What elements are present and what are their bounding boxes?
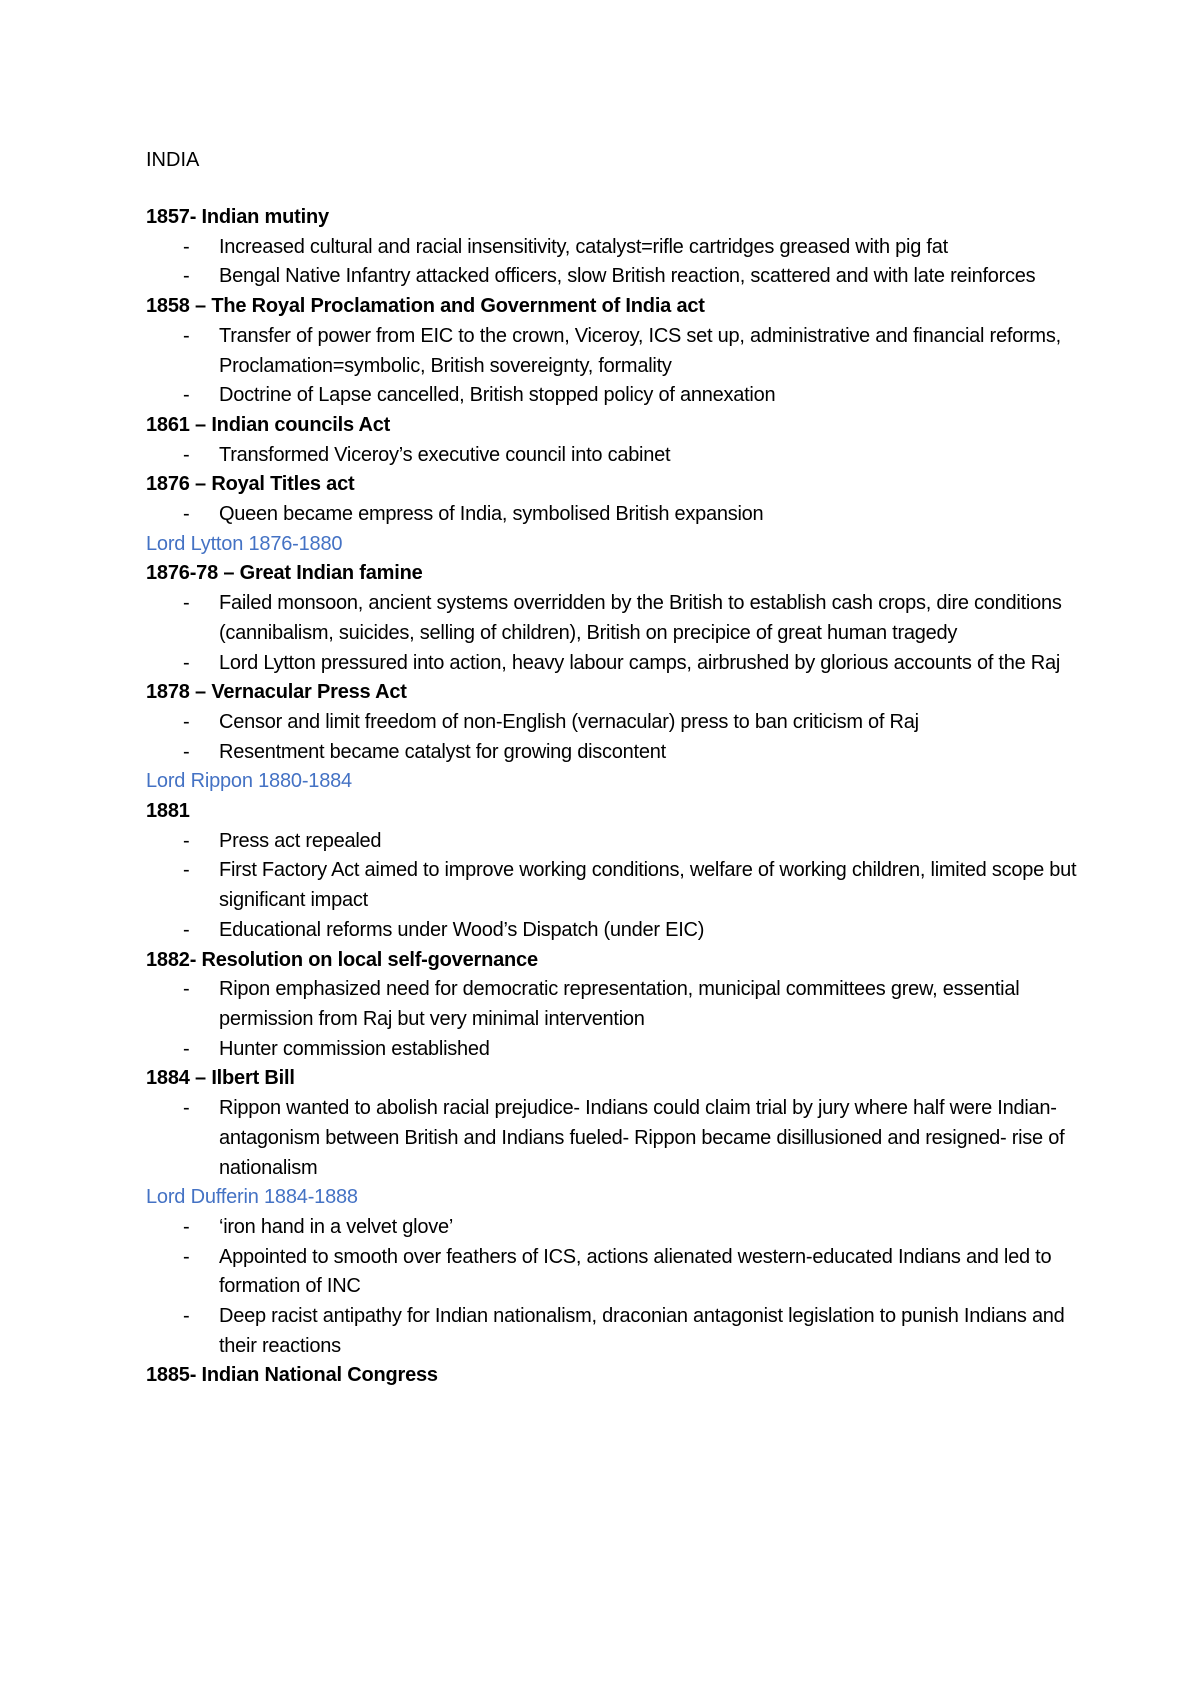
bullet-item bbox=[146, 1035, 1086, 1065]
bullet-item bbox=[146, 233, 1086, 263]
bullet-text: Resentment became catalyst for growing discontent bbox=[219, 740, 666, 763]
event-section bbox=[146, 797, 1086, 946]
event-heading: 1876 – Royal Titles act bbox=[146, 473, 355, 496]
bullet-item bbox=[146, 827, 1086, 857]
bullet-text: Press act repealed bbox=[219, 829, 382, 852]
bullet-item bbox=[146, 381, 1086, 411]
bullet-text: Hunter commission established bbox=[219, 1037, 490, 1060]
dash-bullet-icon: - bbox=[183, 1037, 190, 1060]
bullet-text: Lord Lytton pressured into action, heavy labour camps, airbrushed by glorious accounts of the Raj bbox=[219, 651, 1061, 674]
bullet-text: Doctrine of Lapse cancelled, British stopped policy of annexation bbox=[219, 384, 776, 407]
bullet-text: Educational reforms under Wood’s Dispatch (under EIC) bbox=[219, 918, 705, 941]
bullet-item bbox=[146, 975, 1086, 1034]
bullet-item bbox=[146, 589, 1086, 648]
event-section bbox=[146, 946, 1086, 1065]
bullet-text: Queen became empress of India, symbolised British expansion bbox=[219, 503, 764, 526]
event-heading: 1876-78 – Great Indian famine bbox=[146, 562, 423, 585]
bullet-item bbox=[146, 262, 1086, 292]
bullet-text: Transformed Viceroy’s executive council into cabinet bbox=[219, 443, 671, 466]
bullet-text: Bengal Native Infantry attacked officers, slow British reaction, scattered and with late reinforces bbox=[219, 265, 1036, 288]
dash-bullet-icon: - bbox=[183, 978, 190, 1001]
bullet-item bbox=[146, 649, 1086, 679]
event-heading: 1857- Indian mutiny bbox=[146, 206, 329, 228]
ruler-section bbox=[146, 1183, 1086, 1361]
ruler-section bbox=[146, 530, 1086, 560]
event-section bbox=[146, 559, 1086, 678]
dash-bullet-icon: - bbox=[183, 592, 190, 615]
event-section bbox=[146, 678, 1086, 767]
event-section bbox=[146, 292, 1086, 411]
dash-bullet-icon: - bbox=[183, 384, 190, 407]
bullet-text: Increased cultural and racial insensitivity, catalyst=rifle cartridges greased with pig fat bbox=[219, 235, 948, 258]
event-heading: 1885- Indian National Congress bbox=[146, 1364, 438, 1387]
bullet-item bbox=[146, 1213, 1086, 1243]
document-title: INDIA bbox=[146, 149, 200, 171]
event-section bbox=[146, 1064, 1086, 1183]
event-heading: 1858 – The Royal Proclamation and Government of India act bbox=[146, 295, 705, 318]
bullet-text: Appointed to smooth over feathers of ICS, actions alienated western-educated Indians and led to formation of INC bbox=[219, 1245, 1052, 1298]
bullet-text: Censor and limit freedom of non-English (vernacular) press to ban criticism of Raj bbox=[219, 710, 919, 733]
dash-bullet-icon: - bbox=[183, 1215, 190, 1238]
bullet-list bbox=[146, 708, 1086, 767]
bullet-text: Transfer of power from EIC to the crown, Viceroy, ICS set up, administrative and financial reforms, Proclamation=symbolic, British sovereignty, formality bbox=[219, 324, 1061, 377]
bullet-item bbox=[146, 1243, 1086, 1302]
bullet-item bbox=[146, 916, 1086, 946]
notes-body bbox=[146, 203, 1086, 1391]
dash-bullet-icon: - bbox=[183, 1097, 190, 1120]
event-heading: 1878 – Vernacular Press Act bbox=[146, 681, 407, 704]
bullet-text: Ripon emphasized need for democratic representation, municipal committees grew, essential permission from Raj but very minimal intervention bbox=[219, 978, 1020, 1030]
ruler-heading: Lord Lytton 1876-1880 bbox=[146, 532, 343, 555]
event-section bbox=[146, 411, 1086, 470]
event-heading: 1882- Resolution on local self-governance bbox=[146, 948, 538, 971]
event-heading: 1884 – Ilbert Bill bbox=[146, 1067, 295, 1090]
dash-bullet-icon: - bbox=[183, 324, 190, 347]
event-section bbox=[146, 203, 1086, 292]
event-section bbox=[146, 470, 1086, 529]
bullet-text: ‘iron hand in a velvet glove’ bbox=[219, 1215, 454, 1238]
dash-bullet-icon: - bbox=[183, 740, 190, 763]
bullet-text: Deep racist antipathy for Indian nationalism, draconian antagonist legislation to punish Indians and their reactions bbox=[219, 1305, 1065, 1357]
dash-bullet-icon: - bbox=[183, 651, 190, 674]
event-heading: 1861 – Indian councils Act bbox=[146, 413, 391, 436]
event-heading: 1881 bbox=[146, 800, 190, 823]
bullet-list bbox=[146, 1213, 1086, 1362]
dash-bullet-icon: - bbox=[183, 710, 190, 733]
dash-bullet-icon: - bbox=[183, 1305, 190, 1328]
bullet-item bbox=[146, 856, 1086, 915]
bullet-text: Rippon wanted to abolish racial prejudice- Indians could claim trial by jury where half were Indian- antagonism between British and Indians fueled- Rippon became disillusioned and resigned- rise of nationalism bbox=[219, 1097, 1065, 1179]
ruler-heading: Lord Dufferin 1884-1888 bbox=[146, 1186, 358, 1209]
dash-bullet-icon: - bbox=[183, 503, 190, 526]
document-page bbox=[146, 147, 1086, 1391]
bullet-text: Failed monsoon, ancient systems overridden by the British to establish cash crops, dire conditions (cannibalism, suicides, selling of children), British on precipice of great human tragedy bbox=[219, 592, 1062, 644]
bullet-list bbox=[146, 589, 1086, 678]
bullet-item bbox=[146, 1094, 1086, 1183]
bullet-item bbox=[146, 738, 1086, 768]
dash-bullet-icon: - bbox=[183, 859, 190, 882]
ruler-section bbox=[146, 767, 1086, 797]
dash-bullet-icon: - bbox=[183, 265, 190, 288]
bullet-list bbox=[146, 975, 1086, 1064]
bullet-list bbox=[146, 322, 1086, 411]
bullet-item bbox=[146, 322, 1086, 381]
dash-bullet-icon: - bbox=[183, 443, 190, 466]
ruler-heading: Lord Rippon 1880-1884 bbox=[146, 770, 352, 793]
bullet-list bbox=[146, 441, 1086, 471]
dash-bullet-icon: - bbox=[183, 235, 190, 258]
bullet-list bbox=[146, 233, 1086, 292]
bullet-item bbox=[146, 500, 1086, 530]
bullet-item bbox=[146, 1302, 1086, 1361]
dash-bullet-icon: - bbox=[183, 918, 190, 941]
bullet-list bbox=[146, 500, 1086, 530]
bullet-item bbox=[146, 708, 1086, 738]
dash-bullet-icon: - bbox=[183, 1245, 190, 1268]
bullet-list bbox=[146, 1094, 1086, 1183]
bullet-item bbox=[146, 441, 1086, 471]
dash-bullet-icon: - bbox=[183, 829, 190, 852]
bullet-list bbox=[146, 827, 1086, 946]
event-section bbox=[146, 1361, 1086, 1391]
bullet-text: First Factory Act aimed to improve working conditions, welfare of working children, limited scope but significant impact bbox=[219, 859, 1077, 912]
